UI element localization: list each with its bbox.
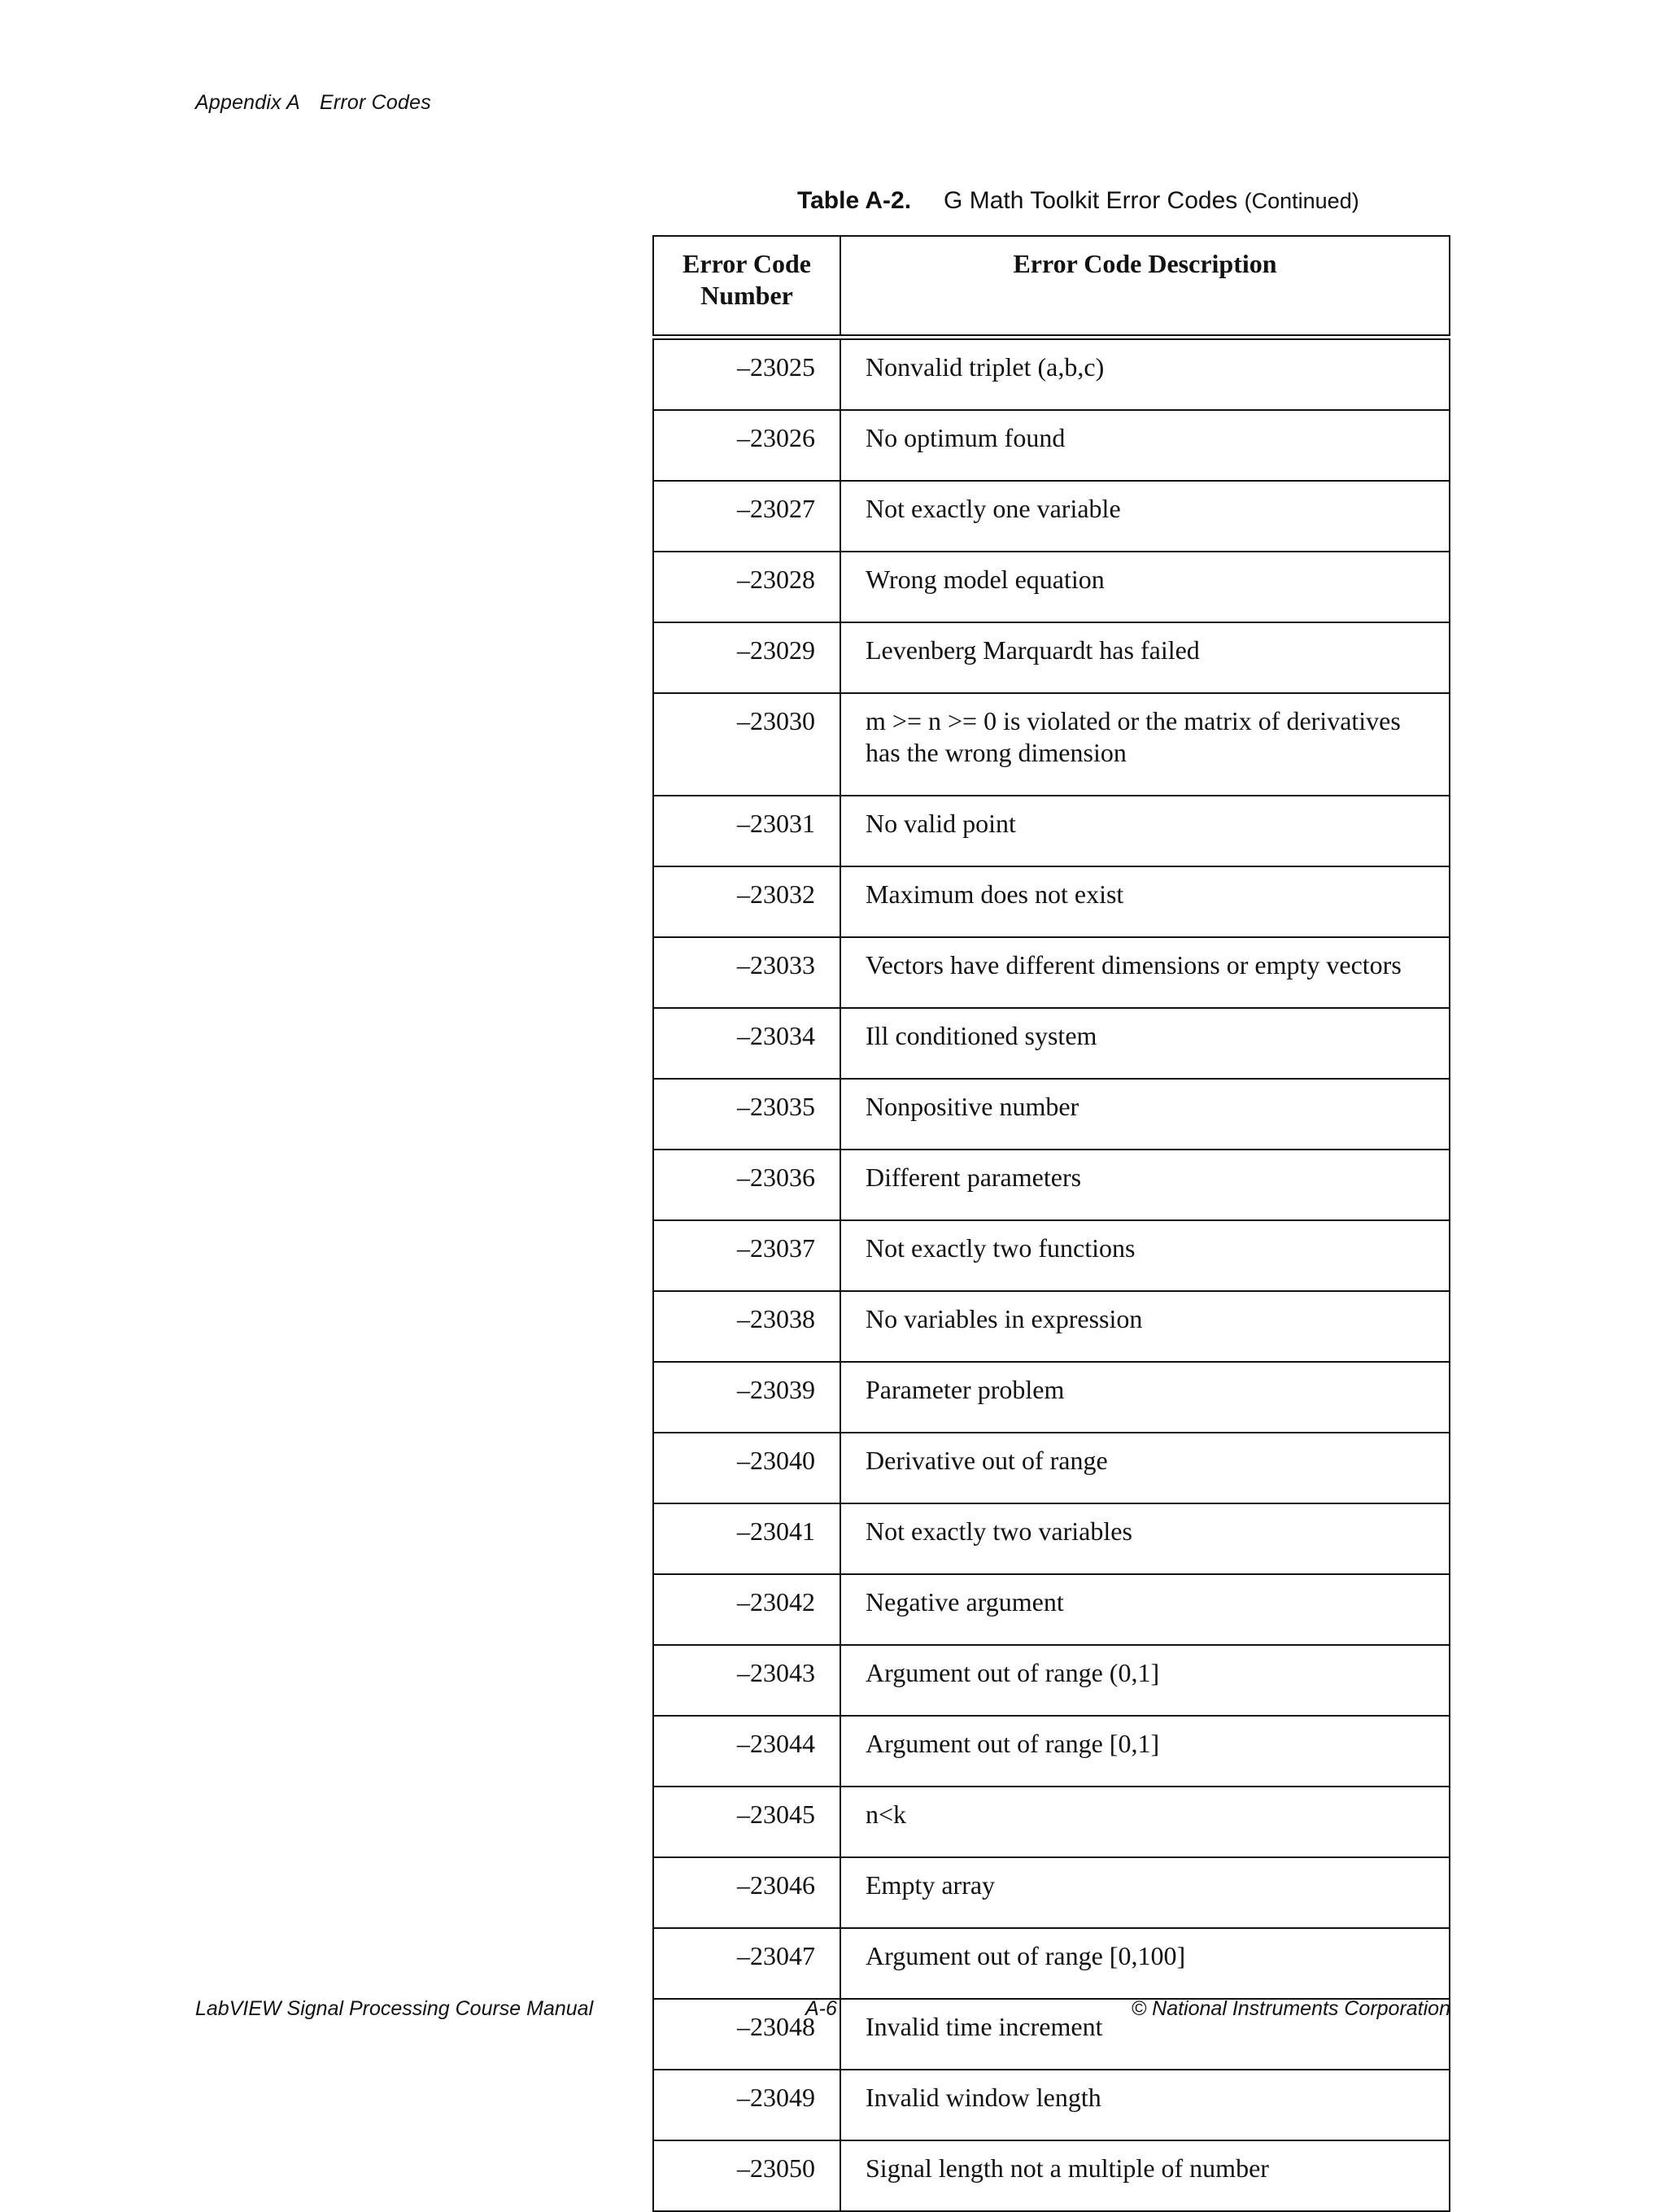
error-description-cell: Not exactly two functions xyxy=(840,1220,1450,1291)
error-code-cell: –23048 xyxy=(653,1999,840,2070)
error-code-cell: –23045 xyxy=(653,1787,840,1857)
error-description-cell: Argument out of range [0,1] xyxy=(840,1716,1450,1787)
error-code-cell: –23026 xyxy=(653,410,840,481)
error-code-cell: –23039 xyxy=(653,1362,840,1433)
error-code-cell: –23049 xyxy=(653,2070,840,2140)
running-header xyxy=(195,91,431,115)
table-row xyxy=(653,1503,1450,1574)
table-caption-title: G Math Toolkit Error Codes xyxy=(944,187,1238,214)
error-code-cell: –23037 xyxy=(653,1220,840,1291)
error-description-cell: Negative argument xyxy=(840,1574,1450,1645)
table-row xyxy=(653,1857,1450,1928)
error-code-cell: –23028 xyxy=(653,552,840,622)
table-caption-number: Table A-2. xyxy=(797,187,912,214)
table-row xyxy=(653,552,1450,622)
error-description-cell: Nonvalid triplet (a,b,c) xyxy=(840,338,1450,411)
header-section: Error Codes xyxy=(319,91,431,114)
table-row xyxy=(653,796,1450,866)
error-code-cell: –23035 xyxy=(653,1079,840,1150)
error-code-table xyxy=(652,235,1450,2212)
error-description-cell: Maximum does not exist xyxy=(840,866,1450,937)
footer-manual-title: LabVIEW Signal Processing Course Manual xyxy=(195,1997,594,2020)
table-caption-suffix: (Continued) xyxy=(1244,189,1359,213)
error-code-cell: –23027 xyxy=(653,481,840,552)
error-code-cell: –23029 xyxy=(653,622,840,693)
table-row xyxy=(653,1574,1450,1645)
table-row xyxy=(653,1220,1450,1291)
error-code-cell: –23050 xyxy=(653,2140,840,2211)
error-description-cell: Derivative out of range xyxy=(840,1433,1450,1503)
table-row xyxy=(653,622,1450,693)
error-code-cell: –23032 xyxy=(653,866,840,937)
error-description-cell: Empty array xyxy=(840,1857,1450,1928)
header-appendix: Appendix A xyxy=(195,91,300,114)
error-description-cell: Nonpositive number xyxy=(840,1079,1450,1150)
error-description-cell: Invalid time increment xyxy=(840,1999,1450,2070)
table-row xyxy=(653,1645,1450,1716)
table-row xyxy=(653,1787,1450,1857)
table-row xyxy=(653,1362,1450,1433)
error-description-cell: Argument out of range [0,100] xyxy=(840,1928,1450,1999)
table-row xyxy=(653,410,1450,481)
table-row xyxy=(653,1008,1450,1079)
error-code-cell: –23025 xyxy=(653,338,840,411)
error-code-cell: –23038 xyxy=(653,1291,840,1362)
footer-page-number: A-6 xyxy=(805,1997,837,2020)
error-code-cell: –23036 xyxy=(653,1150,840,1220)
table-row xyxy=(653,1716,1450,1787)
error-description-cell: Levenberg Marquardt has failed xyxy=(840,622,1450,693)
error-code-cell: –23043 xyxy=(653,1645,840,1716)
error-code-cell: –23042 xyxy=(653,1574,840,1645)
error-description-cell: Argument out of range (0,1] xyxy=(840,1645,1450,1716)
error-code-cell: –23030 xyxy=(653,693,840,796)
error-code-cell: –23047 xyxy=(653,1928,840,1999)
error-code-cell: –23040 xyxy=(653,1433,840,1503)
error-description-cell: No valid point xyxy=(840,796,1450,866)
column-header-code: Error Code Number xyxy=(653,236,840,338)
error-code-cell: –23034 xyxy=(653,1008,840,1079)
error-description-cell: m >= n >= 0 is violated or the matrix of derivatives has the wrong dimension xyxy=(840,693,1450,796)
table-row xyxy=(653,693,1450,796)
table-row xyxy=(653,1291,1450,1362)
error-code-cell: –23031 xyxy=(653,796,840,866)
error-description-cell: n<k xyxy=(840,1787,1450,1857)
table-row xyxy=(653,2140,1450,2211)
table-row xyxy=(653,1079,1450,1150)
error-code-cell: –23044 xyxy=(653,1716,840,1787)
table-row xyxy=(653,2070,1450,2140)
table-row xyxy=(653,481,1450,552)
error-description-cell: Not exactly two variables xyxy=(840,1503,1450,1574)
error-description-cell: Not exactly one variable xyxy=(840,481,1450,552)
error-description-cell: Parameter problem xyxy=(840,1362,1450,1433)
table-row xyxy=(653,1150,1450,1220)
error-description-cell: Signal length not a multiple of number xyxy=(840,2140,1450,2211)
table-row xyxy=(653,937,1450,1008)
table-row xyxy=(653,1433,1450,1503)
error-description-cell: Invalid window length xyxy=(840,2070,1450,2140)
error-code-cell: –23041 xyxy=(653,1503,840,1574)
error-description-cell: Different parameters xyxy=(840,1150,1450,1220)
table-header-row xyxy=(653,236,1450,338)
table-row xyxy=(653,866,1450,937)
column-header-description: Error Code Description xyxy=(840,236,1450,338)
footer-copyright: © National Instruments Corporation xyxy=(1131,1997,1450,2020)
error-code-cell: –23033 xyxy=(653,937,840,1008)
error-code-cell: –23046 xyxy=(653,1857,840,1928)
error-description-cell: Ill conditioned system xyxy=(840,1008,1450,1079)
error-description-cell: No variables in expression xyxy=(840,1291,1450,1362)
table-row xyxy=(653,338,1450,411)
error-description-cell: Vectors have different dimensions or empty vectors xyxy=(840,937,1450,1008)
error-description-cell: Wrong model equation xyxy=(840,552,1450,622)
table-caption xyxy=(797,187,1359,215)
table-row xyxy=(653,1928,1450,1999)
error-description-cell: No optimum found xyxy=(840,410,1450,481)
